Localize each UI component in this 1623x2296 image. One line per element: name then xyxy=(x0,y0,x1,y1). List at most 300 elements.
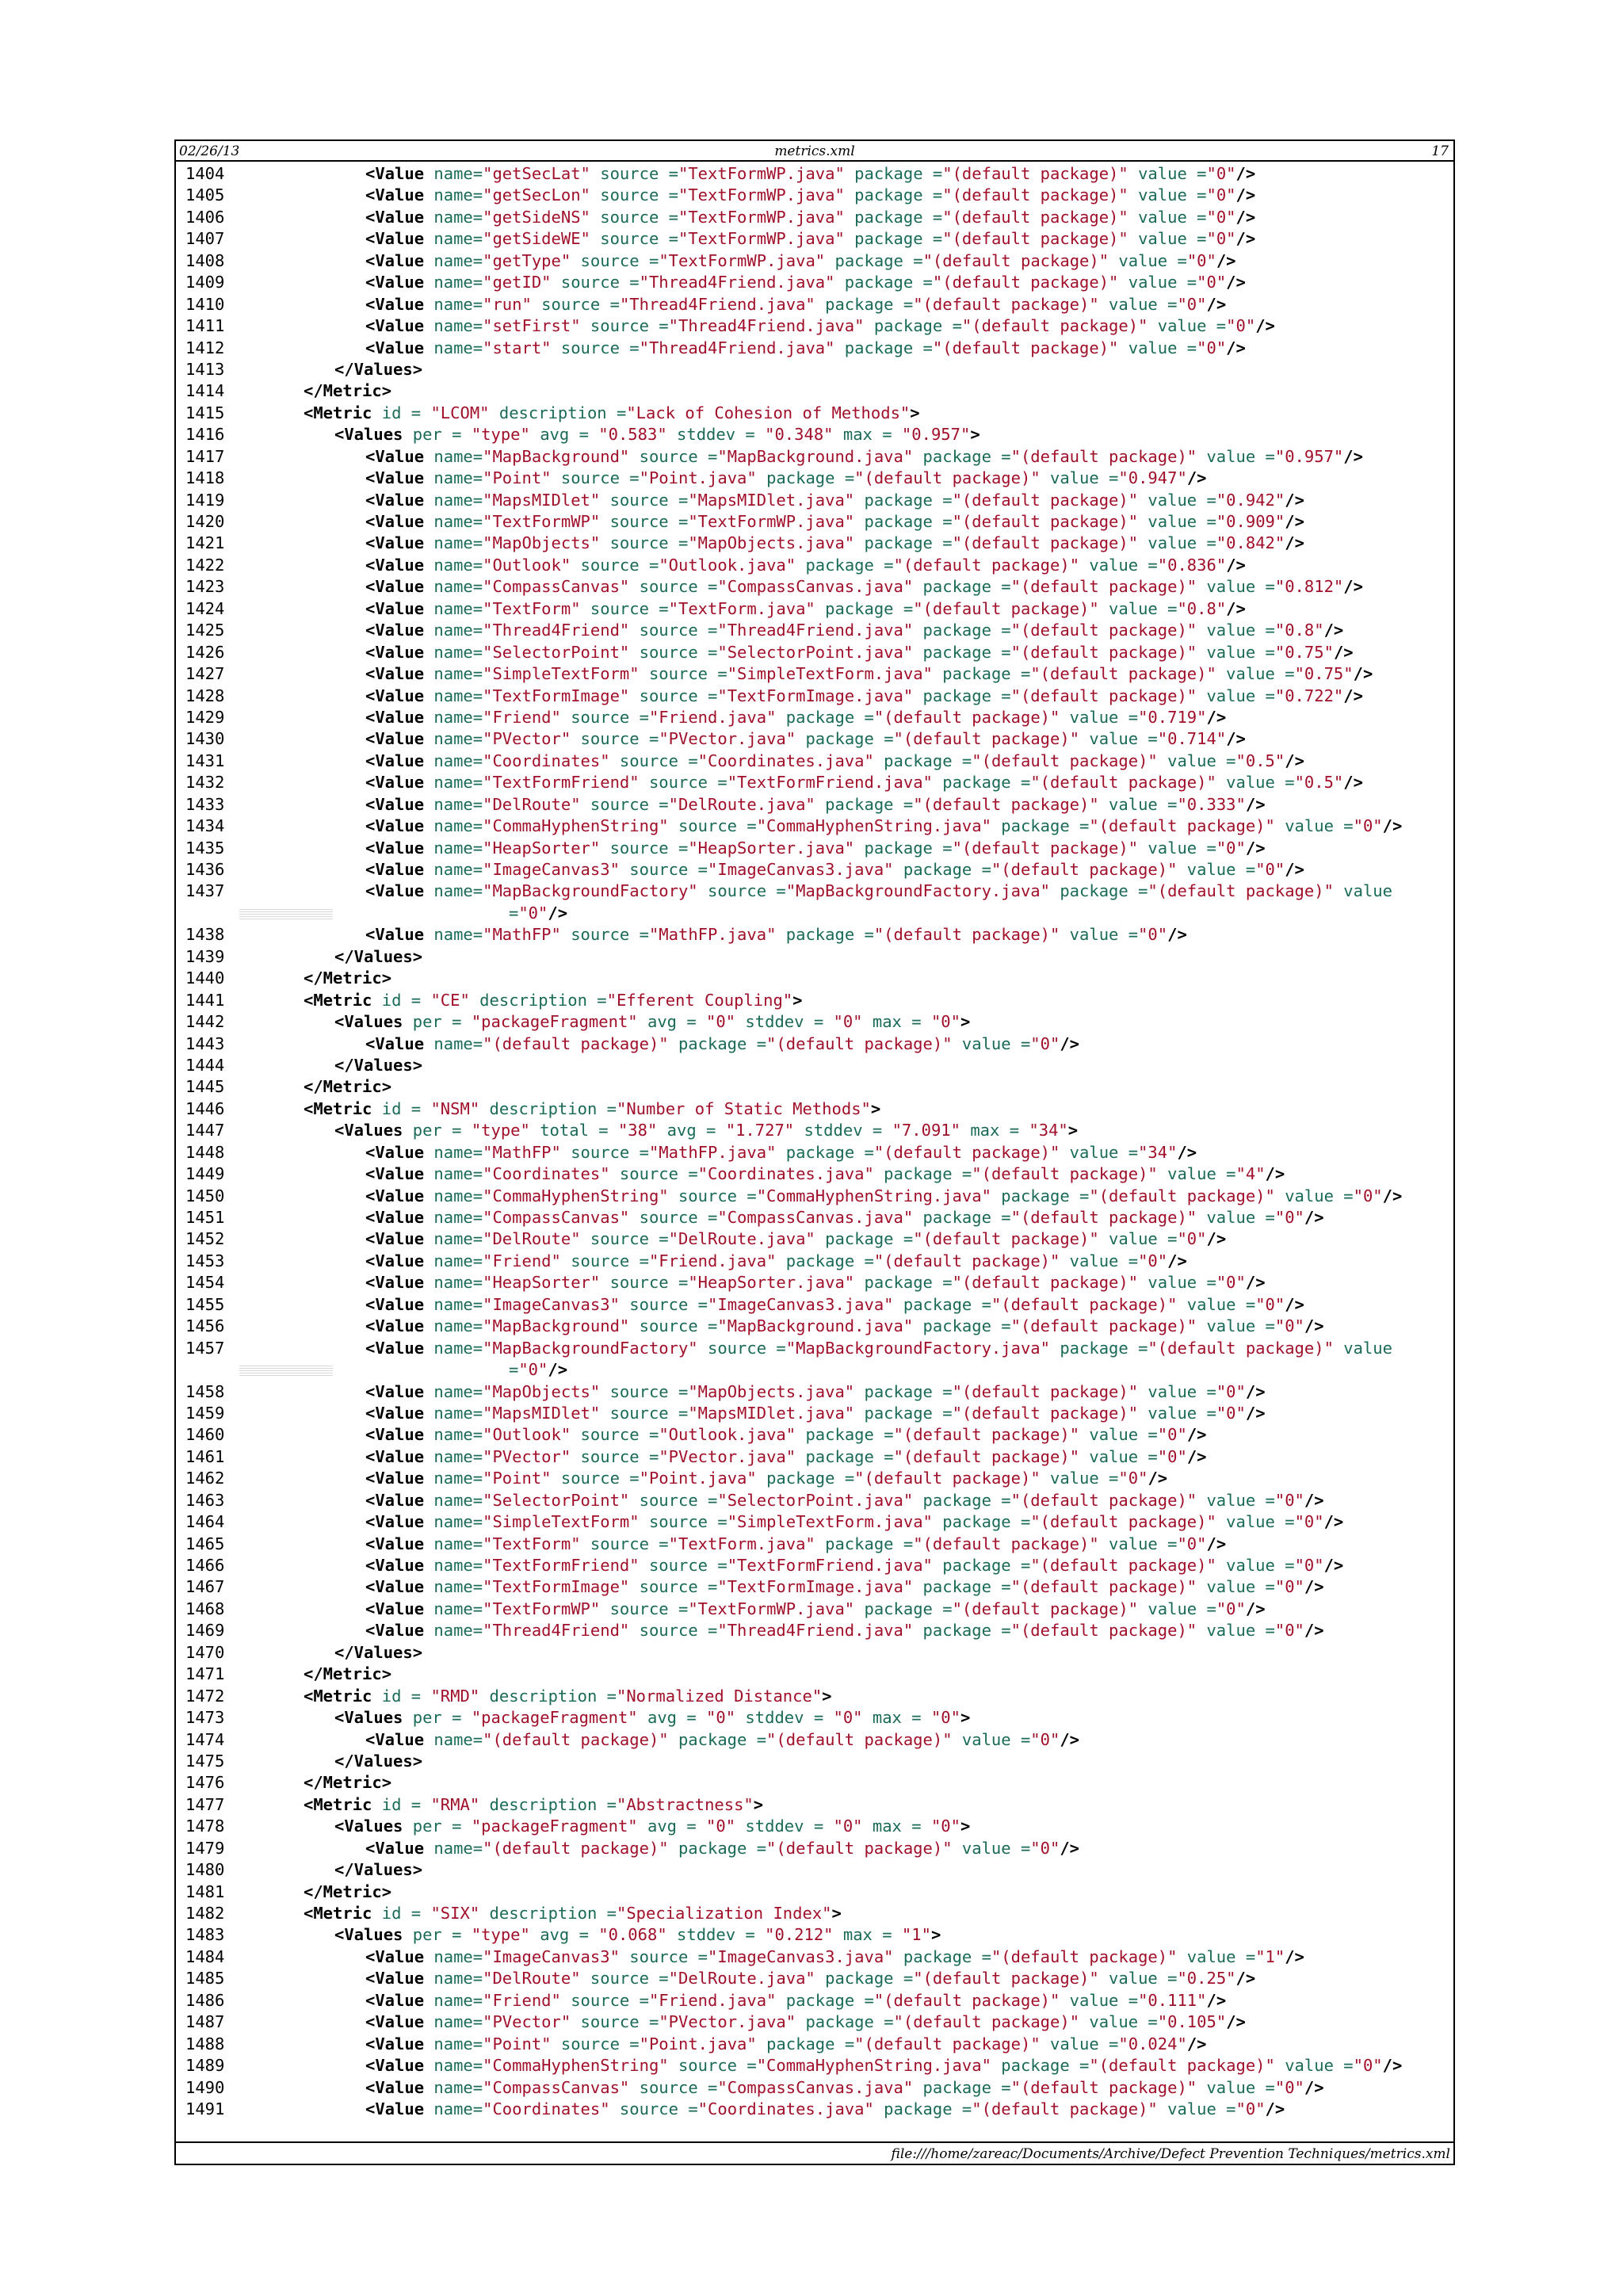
token-attr: package = xyxy=(776,1142,874,1162)
line-source xyxy=(365,838,1266,859)
token-str: "0.8" xyxy=(1274,621,1324,640)
code-line xyxy=(176,163,1453,185)
line-source xyxy=(365,446,1363,468)
token-str: "Point" xyxy=(483,1469,552,1488)
token-str: "0" xyxy=(930,1012,960,1032)
code-line xyxy=(176,185,1453,206)
token-str: "0" xyxy=(833,1012,863,1032)
printed-page-frame xyxy=(174,139,1455,2165)
token-str: "SIX" xyxy=(430,1904,480,1923)
token-tag: <Value xyxy=(365,686,425,705)
token-str: "0" xyxy=(706,1012,736,1032)
token-str: "(default package)" xyxy=(1010,1577,1197,1597)
token-str: "MapObjects" xyxy=(483,1381,601,1401)
line-source xyxy=(365,2077,1324,2099)
token-str: "SelectorPoint" xyxy=(483,642,630,662)
line-number: 1406 xyxy=(185,207,225,227)
token-attr: source = xyxy=(668,1186,757,1205)
token-str: "0" xyxy=(1274,1208,1304,1227)
code-line xyxy=(176,1272,1453,1293)
token-str: "Friend" xyxy=(483,1990,561,2010)
token-str: "TextFormImage" xyxy=(483,686,630,705)
file-name: metrics.xml xyxy=(774,143,855,159)
token-str: "0.348" xyxy=(765,425,834,445)
line-number: 1442 xyxy=(185,1012,225,1032)
token-tag: /> xyxy=(1148,1469,1168,1488)
code-line xyxy=(176,1098,1453,1120)
token-tag: <Value xyxy=(365,1599,425,1618)
token-attr: name= xyxy=(424,164,483,183)
token-str: "Friend.java" xyxy=(648,1990,777,2010)
token-str: "(default package)" xyxy=(854,1469,1041,1488)
token-attr: name= xyxy=(424,294,483,314)
token-attr: source = xyxy=(590,229,678,249)
token-str: "(default package)" xyxy=(972,1164,1158,1184)
token-str: "PVector" xyxy=(483,729,571,749)
line-number: 1404 xyxy=(185,164,225,183)
token-str: "SelectorPoint.java" xyxy=(717,1490,914,1510)
line-source xyxy=(365,1468,1167,1489)
token-str: "0.024" xyxy=(1118,2034,1187,2053)
code-line xyxy=(176,1990,1453,2011)
token-tag: <Value xyxy=(365,1838,425,1858)
token-str: "0" xyxy=(1216,838,1246,858)
token-attr: source = xyxy=(629,1316,718,1336)
token-attr: max = xyxy=(833,1925,902,1945)
line-number: 1444 xyxy=(185,1055,225,1075)
token-attr: package = xyxy=(913,1316,1011,1336)
token-tag: <Value xyxy=(365,1512,425,1532)
token-str: "0" xyxy=(1186,250,1216,270)
token-tag: <Value xyxy=(365,2012,425,2032)
token-attr: avg = xyxy=(529,425,599,445)
token-tag: </Values> xyxy=(334,1642,423,1662)
token-str: "TextForm.java" xyxy=(668,598,815,618)
line-number: 1408 xyxy=(185,250,225,270)
token-tag: <Value xyxy=(365,816,425,836)
token-str: "packageFragment" xyxy=(471,1708,638,1728)
token-attr: value = xyxy=(1157,1164,1236,1184)
token-str: "(default package)" xyxy=(972,751,1158,770)
token-tag: <Values xyxy=(334,425,403,445)
token-attr: source = xyxy=(560,1251,649,1270)
line-source xyxy=(365,1946,1304,1968)
line-number: 1457 xyxy=(185,1338,225,1358)
line-number: 1450 xyxy=(185,1186,225,1205)
token-attr: name= xyxy=(424,1273,483,1293)
token-str: "(default package)" xyxy=(1030,664,1216,684)
token-tag: /> xyxy=(1304,1577,1324,1597)
token-str: "(default package)" xyxy=(893,1425,1080,1445)
token-tag: <Value xyxy=(365,229,425,249)
token-tag: /> xyxy=(1304,1490,1324,1510)
token-attr: = xyxy=(509,1360,519,1380)
line-source xyxy=(365,751,1304,772)
token-attr: name= xyxy=(424,1229,483,1249)
token-attr: source = xyxy=(697,881,786,901)
token-attr: value = xyxy=(1079,1425,1158,1445)
token-str: "0" xyxy=(1294,1512,1324,1532)
code-line xyxy=(176,1316,1453,1337)
token-str: "Thread4Friend.java" xyxy=(668,316,865,336)
token-str: "DelRoute.java" xyxy=(668,1969,815,1988)
code-line xyxy=(176,686,1453,707)
token-attr: package = xyxy=(796,1446,894,1466)
token-str: "(default package)" xyxy=(991,1294,1178,1314)
line-source xyxy=(365,1316,1324,1337)
token-attr: name= xyxy=(424,1338,483,1358)
code-line xyxy=(176,1446,1453,1468)
token-attr: source = xyxy=(560,1990,649,2010)
token-attr: name= xyxy=(424,1969,483,1988)
code-line xyxy=(176,576,1453,598)
token-attr: package = xyxy=(932,664,1031,684)
token-str: "0" xyxy=(1138,925,1168,945)
token-str: "PVector.java" xyxy=(659,2012,796,2032)
token-tag: <Value xyxy=(365,664,425,684)
token-str: "(default package)" xyxy=(1010,446,1197,466)
token-attr: source = xyxy=(629,577,718,597)
line-source xyxy=(365,1620,1324,1641)
line-source xyxy=(334,1751,422,1772)
line-source xyxy=(365,1272,1266,1293)
token-str: "34" xyxy=(1029,1121,1068,1140)
token-attr: source = xyxy=(590,185,678,205)
token-attr: source = xyxy=(551,273,640,292)
token-attr: source = xyxy=(609,2099,698,2118)
token-attr: package = xyxy=(776,1251,874,1270)
token-attr: name= xyxy=(424,621,483,640)
token-tag: <Value xyxy=(365,316,425,336)
code-line xyxy=(176,315,1453,337)
token-attr: description = xyxy=(479,1686,617,1706)
token-attr: value = xyxy=(1138,533,1216,553)
code-line xyxy=(176,1707,1453,1729)
code-line xyxy=(176,1968,1453,1989)
token-str: "getSideNS" xyxy=(483,207,590,227)
token-tag: /> xyxy=(1285,1294,1304,1314)
token-str: "packageFragment" xyxy=(471,1817,638,1836)
line-number: 1429 xyxy=(185,707,225,727)
token-attr: name= xyxy=(424,794,483,814)
token-str: "MapObjects.java" xyxy=(688,533,855,553)
token-str: "0" xyxy=(833,1708,863,1728)
token-tag: /> xyxy=(548,1360,568,1380)
line-number: 1469 xyxy=(185,1621,225,1641)
token-attr: total = xyxy=(529,1121,618,1140)
token-str: "TextFormWP.java" xyxy=(678,185,845,205)
line-number: 1486 xyxy=(185,1990,225,2010)
token-str: "(default package)" xyxy=(1010,686,1197,705)
token-attr: value = xyxy=(1177,1946,1256,1966)
token-str: "CommaHyphenString.java" xyxy=(756,816,991,836)
line-number: 1423 xyxy=(185,577,225,597)
token-tag: </Metric> xyxy=(304,1077,392,1097)
code-line xyxy=(176,1011,1453,1033)
code-line xyxy=(176,1642,1453,1664)
token-attr: name= xyxy=(424,751,483,770)
code-line xyxy=(176,228,1453,250)
token-str: "(default package)" xyxy=(972,2099,1158,2118)
code-line xyxy=(176,359,1453,380)
token-str: "CommaHyphenString.java" xyxy=(756,2056,991,2076)
line-source xyxy=(365,1163,1285,1185)
token-attr: value = xyxy=(1197,1208,1275,1227)
code-line xyxy=(176,1076,1453,1098)
token-str: "MapBackground.java" xyxy=(717,1316,914,1336)
token-attr: value = xyxy=(1197,446,1275,466)
token-tag: /> xyxy=(1255,316,1275,336)
line-source xyxy=(304,1903,842,1924)
token-tag: <Value xyxy=(365,729,425,749)
line-number: 1448 xyxy=(185,1142,225,1162)
line-number: 1454 xyxy=(185,1273,225,1293)
token-str: "(default package)" xyxy=(913,794,1099,814)
token-attr: package = xyxy=(991,816,1090,836)
code-line xyxy=(176,1055,1453,1076)
token-attr: package = xyxy=(844,164,943,183)
token-tag: <Value xyxy=(365,1294,425,1314)
token-attr: package = xyxy=(1050,881,1148,901)
token-attr: package = xyxy=(854,1273,953,1293)
token-str: "TextFormFriend.java" xyxy=(727,1556,933,1575)
token-tag: <Value xyxy=(365,1556,425,1575)
token-str: "Thread4Friend" xyxy=(483,1621,630,1641)
token-str: "0.719" xyxy=(1138,707,1207,727)
code-line xyxy=(176,990,1453,1011)
token-str: "TextFormWP" xyxy=(483,512,601,531)
token-str: "(default package)" xyxy=(766,1033,953,1053)
line-number: 1446 xyxy=(185,1098,225,1118)
token-attr: source = xyxy=(639,773,727,793)
token-str: "0.105" xyxy=(1157,2012,1227,2032)
code-line xyxy=(176,1816,1453,1837)
token-str: "(default package)" xyxy=(766,1729,953,1749)
token-str: "0.909" xyxy=(1216,512,1285,531)
token-attr: avg = xyxy=(637,1708,707,1728)
token-tag: /> xyxy=(1285,533,1304,553)
code-line xyxy=(176,859,1453,881)
token-str: "Thread4Friend.java" xyxy=(639,273,835,292)
line-source xyxy=(304,380,391,402)
token-tag: <Value xyxy=(365,642,425,662)
line-source xyxy=(509,1359,567,1381)
line-number: 1432 xyxy=(185,773,225,793)
token-tag: /> xyxy=(1265,2099,1285,2118)
token-attr: package = xyxy=(1050,1338,1148,1358)
line-number: 1425 xyxy=(185,621,225,640)
token-str: "(default package)" xyxy=(873,1990,1060,2010)
token-tag: /> xyxy=(1323,1556,1344,1575)
file-path: file:///home/zareac/Documents/Archive/Defect Prevention Techniques/metrics.xml xyxy=(891,2146,1450,2162)
token-str: "(default package)" xyxy=(952,1599,1139,1618)
line-number: 1409 xyxy=(185,273,225,292)
token-str: "(default package)" xyxy=(873,1251,1060,1270)
line-number: 1421 xyxy=(185,533,225,553)
token-str: "Number of Static Methods" xyxy=(616,1098,871,1118)
token-str: "(default package)" xyxy=(893,1446,1080,1466)
token-str: "0" xyxy=(1197,338,1227,357)
line-source xyxy=(334,1642,422,1664)
line-number: 1440 xyxy=(185,968,225,988)
token-str: "(default package)" xyxy=(932,273,1119,292)
token-str: "ImageCanvas3.java" xyxy=(708,1294,894,1314)
token-attr: value = xyxy=(1128,229,1207,249)
token-str: "MapObjects" xyxy=(483,533,601,553)
line-source xyxy=(365,468,1207,489)
token-str: "(default package)" xyxy=(893,729,1080,749)
token-tag: <Value xyxy=(365,207,425,227)
token-str: "NSM" xyxy=(430,1098,480,1118)
token-str: "0" xyxy=(1197,273,1227,292)
line-number: 1474 xyxy=(185,1729,225,1749)
token-str: "0" xyxy=(1274,1621,1304,1641)
token-str: "CompassCanvas.java" xyxy=(717,2077,914,2097)
token-tag: <Values xyxy=(334,1121,403,1140)
line-source xyxy=(365,1576,1324,1598)
token-attr: package = xyxy=(776,925,874,945)
token-str: "RMA" xyxy=(430,1794,480,1814)
token-tag: <Value xyxy=(365,838,425,858)
token-attr: name= xyxy=(424,1381,483,1401)
token-attr: source = xyxy=(629,686,718,705)
line-source xyxy=(365,511,1304,533)
token-str: "0" xyxy=(1274,2077,1304,2097)
token-str: "CommaHyphenString" xyxy=(483,1186,669,1205)
token-tag: > xyxy=(753,1794,764,1814)
token-attr: avg = xyxy=(657,1121,726,1140)
token-tag: /> xyxy=(1304,2077,1324,2097)
line-source xyxy=(365,859,1304,881)
token-attr: source = xyxy=(600,1381,689,1401)
code-line xyxy=(176,1186,1453,1207)
token-str: "0.714" xyxy=(1157,729,1227,749)
token-attr: source = xyxy=(590,164,678,183)
token-tag: /> xyxy=(1226,338,1246,357)
token-attr: name= xyxy=(424,1294,483,1314)
token-tag: /> xyxy=(548,903,568,923)
token-attr: package = xyxy=(825,250,923,270)
token-tag: /> xyxy=(1382,2056,1403,2076)
token-attr: value = xyxy=(1216,773,1295,793)
token-attr: per = xyxy=(403,1708,472,1728)
token-tag: <Value xyxy=(365,533,425,553)
token-tag: /> xyxy=(1226,598,1246,618)
token-tag: /> xyxy=(1235,1969,1256,1988)
line-source xyxy=(365,1555,1343,1576)
token-attr: name= xyxy=(424,838,483,858)
token-tag: <Value xyxy=(365,512,425,531)
line-number: 1412 xyxy=(185,338,225,357)
token-str: "(default package)" xyxy=(893,2012,1080,2032)
token-tag: <Value xyxy=(365,1403,425,1423)
token-attr: value = xyxy=(1197,1316,1275,1336)
token-str: "0" xyxy=(1030,1033,1060,1053)
token-str: "HeapSorter" xyxy=(483,838,601,858)
token-attr: source = xyxy=(609,1164,698,1184)
token-attr: name= xyxy=(424,664,483,684)
token-str: "(default package)" xyxy=(766,1838,953,1858)
token-attr: source = xyxy=(600,838,689,858)
token-attr: name= xyxy=(424,250,483,270)
token-tag: > xyxy=(792,990,803,1010)
token-tag: <Value xyxy=(365,860,425,879)
token-tag: > xyxy=(970,425,980,445)
line-number: 1419 xyxy=(185,490,225,510)
code-listing xyxy=(176,163,1453,2120)
token-attr: value = xyxy=(1060,1142,1139,1162)
token-attr: name= xyxy=(424,338,483,357)
token-attr: name= xyxy=(424,316,483,336)
token-str: "0.068" xyxy=(598,1925,667,1945)
token-attr: source = xyxy=(600,1273,689,1293)
token-tag: </Metric> xyxy=(304,381,392,401)
token-tag: <Value xyxy=(365,751,425,770)
token-str: "0" xyxy=(706,1817,736,1836)
token-str: "0.75" xyxy=(1274,642,1334,662)
token-tag: /> xyxy=(1206,1990,1227,2010)
token-attr: name= xyxy=(424,1425,483,1445)
token-attr: source = xyxy=(551,2034,640,2053)
token-attr: source = xyxy=(580,794,669,814)
token-str: "CommaHyphenString.java" xyxy=(756,1186,991,1205)
line-number: 1490 xyxy=(185,2077,225,2097)
token-str: "(default package)" xyxy=(913,598,1099,618)
token-attr: max = xyxy=(833,425,902,445)
token-tag: </Values> xyxy=(334,359,423,379)
token-str: "0" xyxy=(1206,164,1236,183)
line-source xyxy=(365,2055,1402,2076)
token-str: "packageFragment" xyxy=(471,1012,638,1032)
token-tag: > xyxy=(910,403,920,422)
line-source xyxy=(365,686,1363,707)
token-attr: name= xyxy=(424,1946,483,1966)
code-line xyxy=(176,1207,1453,1228)
token-attr: source = xyxy=(668,816,757,836)
code-line xyxy=(176,881,1453,902)
token-attr: name= xyxy=(424,598,483,618)
token-str: "MapBackground" xyxy=(483,1316,630,1336)
token-str: "(default package)" xyxy=(952,1273,1139,1293)
token-tag: <Value xyxy=(365,1990,425,2010)
token-attr: source = xyxy=(629,642,718,662)
token-attr: source = xyxy=(697,1338,786,1358)
token-attr: name= xyxy=(424,2034,483,2053)
token-str: "(default package)" xyxy=(952,1381,1139,1401)
code-line xyxy=(176,751,1453,772)
token-str: "0.5" xyxy=(1235,751,1285,770)
token-str: "TextFormImage.java" xyxy=(717,686,914,705)
token-attr: value = xyxy=(1060,1251,1139,1270)
token-attr: source = xyxy=(619,1294,708,1314)
token-attr: package = xyxy=(844,185,943,205)
token-attr: package = xyxy=(913,446,1011,466)
token-tag: <Value xyxy=(365,1208,425,1227)
line-number: 1445 xyxy=(185,1077,225,1097)
token-tag: > xyxy=(822,1686,832,1706)
token-tag: /> xyxy=(1245,1381,1266,1401)
line-source xyxy=(365,1968,1255,1989)
line-number: 1452 xyxy=(185,1229,225,1249)
line-source xyxy=(365,2034,1207,2055)
token-str: "0.583" xyxy=(598,425,667,445)
token-attr: per = xyxy=(403,1817,472,1836)
token-attr: source = xyxy=(560,1142,649,1162)
token-str: "MapBackgroundFactory" xyxy=(483,1338,698,1358)
token-tag: </Metric> xyxy=(304,1881,392,1901)
token-tag: /> xyxy=(1304,1208,1324,1227)
token-attr: package = xyxy=(893,860,991,879)
